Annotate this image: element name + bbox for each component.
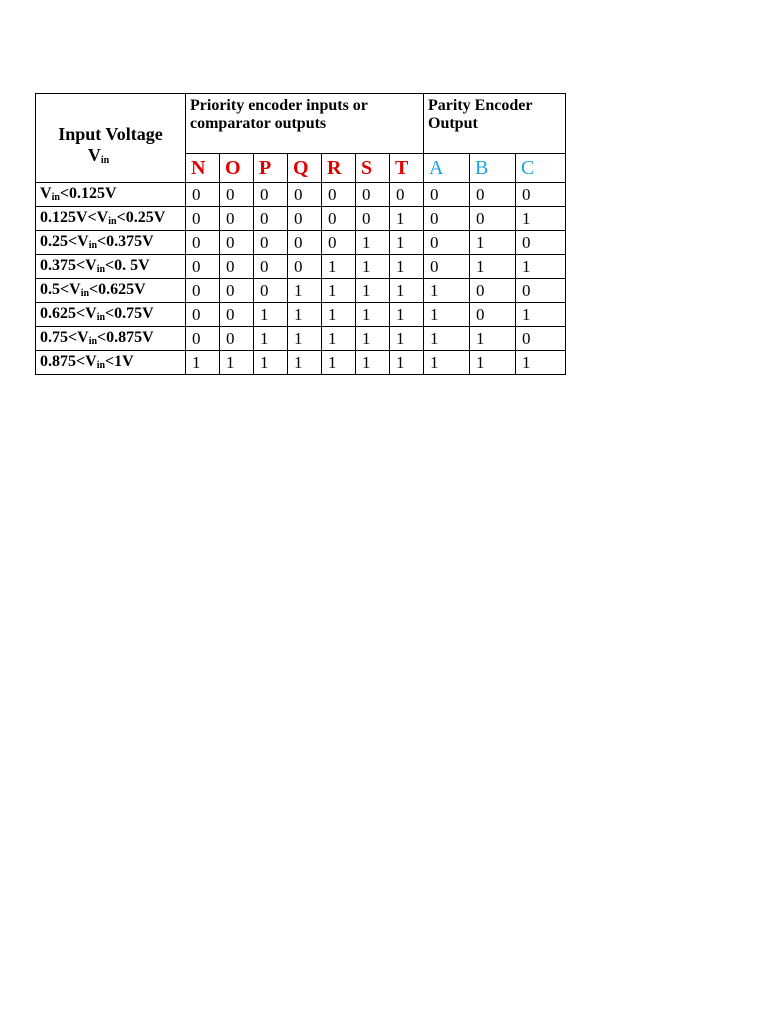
- table-cell: 1: [424, 351, 470, 375]
- table-cell: 0: [470, 183, 516, 207]
- table-cell: 0: [220, 183, 254, 207]
- table-cell: 0: [288, 207, 322, 231]
- table-cell: 1: [390, 231, 424, 255]
- table-cell: 1: [288, 327, 322, 351]
- table-cell: 1: [516, 303, 566, 327]
- table-cell: 1: [424, 303, 470, 327]
- table-cell: 1: [516, 207, 566, 231]
- row-label: $0.5<V_{in}<0.625V$: [36, 279, 186, 303]
- table-cell: 0: [470, 303, 516, 327]
- table-cell: 0: [516, 279, 566, 303]
- table-body: [36, 183, 566, 375]
- table-cell: 1: [390, 303, 424, 327]
- table-cell: 1: [220, 351, 254, 375]
- table-cell: 0: [288, 255, 322, 279]
- group-header-row: [36, 94, 566, 154]
- table-cell: 1: [288, 351, 322, 375]
- table-cell: 0: [470, 207, 516, 231]
- table-cell: 0: [254, 255, 288, 279]
- table-row: [36, 255, 566, 279]
- table-cell: 0: [254, 279, 288, 303]
- table-cell: 1: [470, 231, 516, 255]
- table-cell: 0: [220, 303, 254, 327]
- table-cell: 1: [356, 279, 390, 303]
- table-cell: 0: [322, 183, 356, 207]
- table-cell: 1: [322, 327, 356, 351]
- table-cell: 1: [470, 255, 516, 279]
- table-cell: 0: [356, 207, 390, 231]
- table-cell: 1: [356, 327, 390, 351]
- table-cell: 1: [390, 327, 424, 351]
- table-cell: 1: [288, 279, 322, 303]
- table-cell: 1: [390, 255, 424, 279]
- table-cell: 0: [220, 279, 254, 303]
- column-header-c: C: [516, 154, 566, 183]
- table-cell: 0: [288, 231, 322, 255]
- table-cell: 1: [356, 231, 390, 255]
- table-cell: 1: [322, 279, 356, 303]
- input-voltage-label: Input Voltage: [58, 123, 163, 144]
- vin-label: $V_{in}$: [87, 144, 110, 166]
- row-label: $0.375<V_{in}<0$. 5V: [36, 255, 186, 279]
- column-header-q: Q: [288, 154, 322, 183]
- table-cell: 0: [516, 231, 566, 255]
- column-header-a: A: [424, 154, 470, 183]
- table-cell: 0: [186, 255, 220, 279]
- table-cell: 1: [356, 351, 390, 375]
- table-cell: 0: [220, 231, 254, 255]
- table-cell: 1: [186, 351, 220, 375]
- table-cell: 1: [390, 351, 424, 375]
- table-cell: 0: [186, 303, 220, 327]
- table-cell: 1: [322, 303, 356, 327]
- table-row: [36, 207, 566, 231]
- row-label: $V_{in}<0.125V$: [36, 183, 186, 207]
- input-voltage-header: [36, 94, 186, 183]
- table-cell: 0: [186, 327, 220, 351]
- table-row: [36, 279, 566, 303]
- column-header-r: R: [322, 154, 356, 183]
- row-label: $0.625<V_{in}<0.75V$: [36, 303, 186, 327]
- table-cell: 1: [322, 351, 356, 375]
- column-header-p: P: [254, 154, 288, 183]
- row-label: $0.25<V_{in}<0.375V$: [36, 231, 186, 255]
- table-cell: 1: [322, 255, 356, 279]
- row-label: $0.875<V_{in}<1V$: [36, 351, 186, 375]
- table-cell: 0: [220, 255, 254, 279]
- table-cell: 0: [390, 183, 424, 207]
- table-cell: 0: [254, 231, 288, 255]
- table-cell: 0: [424, 231, 470, 255]
- parity-encoder-group-header: Parity Encoder Output: [424, 94, 566, 154]
- table-row: [36, 351, 566, 375]
- row-label: $0.75<V_{in}<0.875V$: [36, 327, 186, 351]
- table-row: [36, 231, 566, 255]
- table-cell: 1: [470, 327, 516, 351]
- table-cell: 1: [470, 351, 516, 375]
- table-cell: 0: [424, 255, 470, 279]
- table-cell: 0: [186, 207, 220, 231]
- table-cell: 1: [356, 255, 390, 279]
- table-cell: 1: [254, 351, 288, 375]
- table-cell: 0: [516, 183, 566, 207]
- table-cell: 0: [186, 183, 220, 207]
- column-header-t: T: [390, 154, 424, 183]
- table-cell: 0: [186, 279, 220, 303]
- table-cell: 1: [516, 255, 566, 279]
- table-cell: 0: [356, 183, 390, 207]
- table-cell: 0: [254, 207, 288, 231]
- column-header-b: B: [470, 154, 516, 183]
- table-cell: 1: [424, 279, 470, 303]
- table-cell: 1: [356, 303, 390, 327]
- table-cell: 1: [390, 207, 424, 231]
- column-header-s: S: [356, 154, 390, 183]
- table-cell: 1: [516, 351, 566, 375]
- table-cell: 1: [390, 279, 424, 303]
- table-row: [36, 183, 566, 207]
- table-cell: 0: [322, 231, 356, 255]
- table-cell: 0: [470, 279, 516, 303]
- table-cell: 0: [254, 183, 288, 207]
- table-cell: 1: [424, 327, 470, 351]
- table-cell: 1: [254, 303, 288, 327]
- table-row: [36, 327, 566, 351]
- priority-encoder-group-header: Priority encoder inputs or comparator outputs: [186, 94, 424, 154]
- encoder-truth-table: [35, 93, 566, 375]
- table-cell: 0: [186, 231, 220, 255]
- column-header-o: O: [220, 154, 254, 183]
- table-cell: 0: [220, 327, 254, 351]
- table-cell: 1: [254, 327, 288, 351]
- column-header-n: N: [186, 154, 220, 183]
- table-cell: 0: [220, 207, 254, 231]
- table-cell: 1: [288, 303, 322, 327]
- table-cell: 0: [288, 183, 322, 207]
- table-cell: 0: [424, 183, 470, 207]
- table-cell: 0: [424, 207, 470, 231]
- row-label: $0.125V<V_{in}<0.25V$: [36, 207, 186, 231]
- table-cell: 0: [516, 327, 566, 351]
- table-cell: 0: [322, 207, 356, 231]
- table-row: [36, 303, 566, 327]
